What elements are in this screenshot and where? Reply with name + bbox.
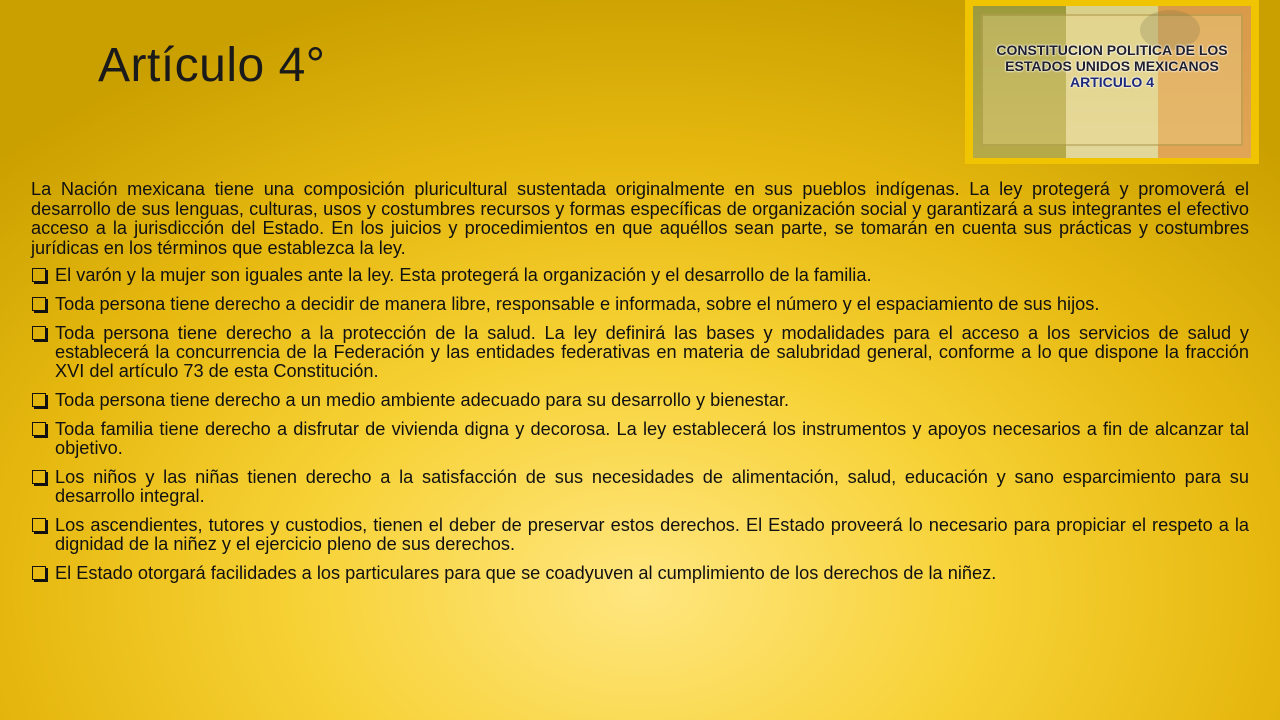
list-item-text: Toda familia tiene derecho a disfrutar de vivienda digna y decorosa. La ley establecerá los instrumentos y apoyos necesarios a fin de alcanzar tal objetivo. [55,419,1249,458]
list-item [31,468,1249,506]
checkbox-bullet-icon [32,566,46,580]
intro-paragraph: La Nación mexicana tiene una composición pluricultural sustentada originalmente en sus pueblos indígenas. La ley protegerá y promoverá el desarrollo de sus lenguas, culturas, usos y costumbres recursos y formas específicas de organización social y garantizará a sus integrantes el efectivo acceso a la jurisdicción del Estado. En los juicios y procedimientos en que aquéllos sean parte, se tomarán en cuenta sus prácticas y costumbres jurídicas en los términos que establezca la ley. [31,179,1249,258]
list-item [31,324,1249,381]
list-item [31,516,1249,554]
bullet-list [31,266,1249,583]
list-item-text: Toda persona tiene derecho a decidir de manera libre, responsable e informada, sobre el número y el espaciamiento de sus hijos. [55,294,1100,314]
list-item [31,564,1249,583]
checkbox-bullet-icon [32,470,46,484]
list-item-text: Toda persona tiene derecho a la protección de la salud. La ley definirá las bases y modalidades para el acceso a los servicios de salud y establecerá la concurrencia de la Federación y las entidades federativas en materia de salubridad general, conforme a lo que dispone la fracción XVI del artículo 73 de esta Constitución. [55,323,1249,381]
list-item-text: Los ascendientes, tutores y custodios, tienen el deber de preservar estos derechos. El Estado proveerá lo necesario para propiciar el respeto a la dignidad de la niñez y el ejercicio pleno de sus derechos. [55,515,1249,554]
slide-body [31,180,1249,593]
list-item [31,420,1249,458]
list-item-text: El Estado otorgará facilidades a los particulares para que se coadyuven al cumplimiento de los derechos de la niñez. [55,563,997,583]
list-item-text: El varón y la mujer son iguales ante la ley. Esta protegerá la organización y el desarrollo de la familia. [55,265,872,285]
checkbox-bullet-icon [32,518,46,532]
logo-caption [965,42,1259,90]
list-item-text: Los niños y las niñas tienen derecho a la satisfacción de sus necesidades de alimentación, salud, educación y sano esparcimiento para su desarrollo integral. [55,467,1249,506]
checkbox-bullet-icon [32,326,46,340]
list-item [31,295,1249,314]
constitution-logo-image [965,0,1259,164]
logo-line-2: ESTADOS UNIDOS MEXICANOS [1005,58,1219,74]
list-item-text: Toda persona tiene derecho a un medio ambiente adecuado para su desarrollo y bienestar. [55,390,790,410]
list-item [31,391,1249,410]
slide-title: Artículo 4° [98,39,326,92]
checkbox-bullet-icon [32,422,46,436]
checkbox-bullet-icon [32,297,46,311]
checkbox-bullet-icon [32,393,46,407]
list-item [31,266,1249,285]
logo-line-3: ARTICULO 4 [1070,74,1154,90]
logo-line-1: CONSTITUCION POLITICA DE LOS [996,42,1228,58]
checkbox-bullet-icon [32,268,46,282]
